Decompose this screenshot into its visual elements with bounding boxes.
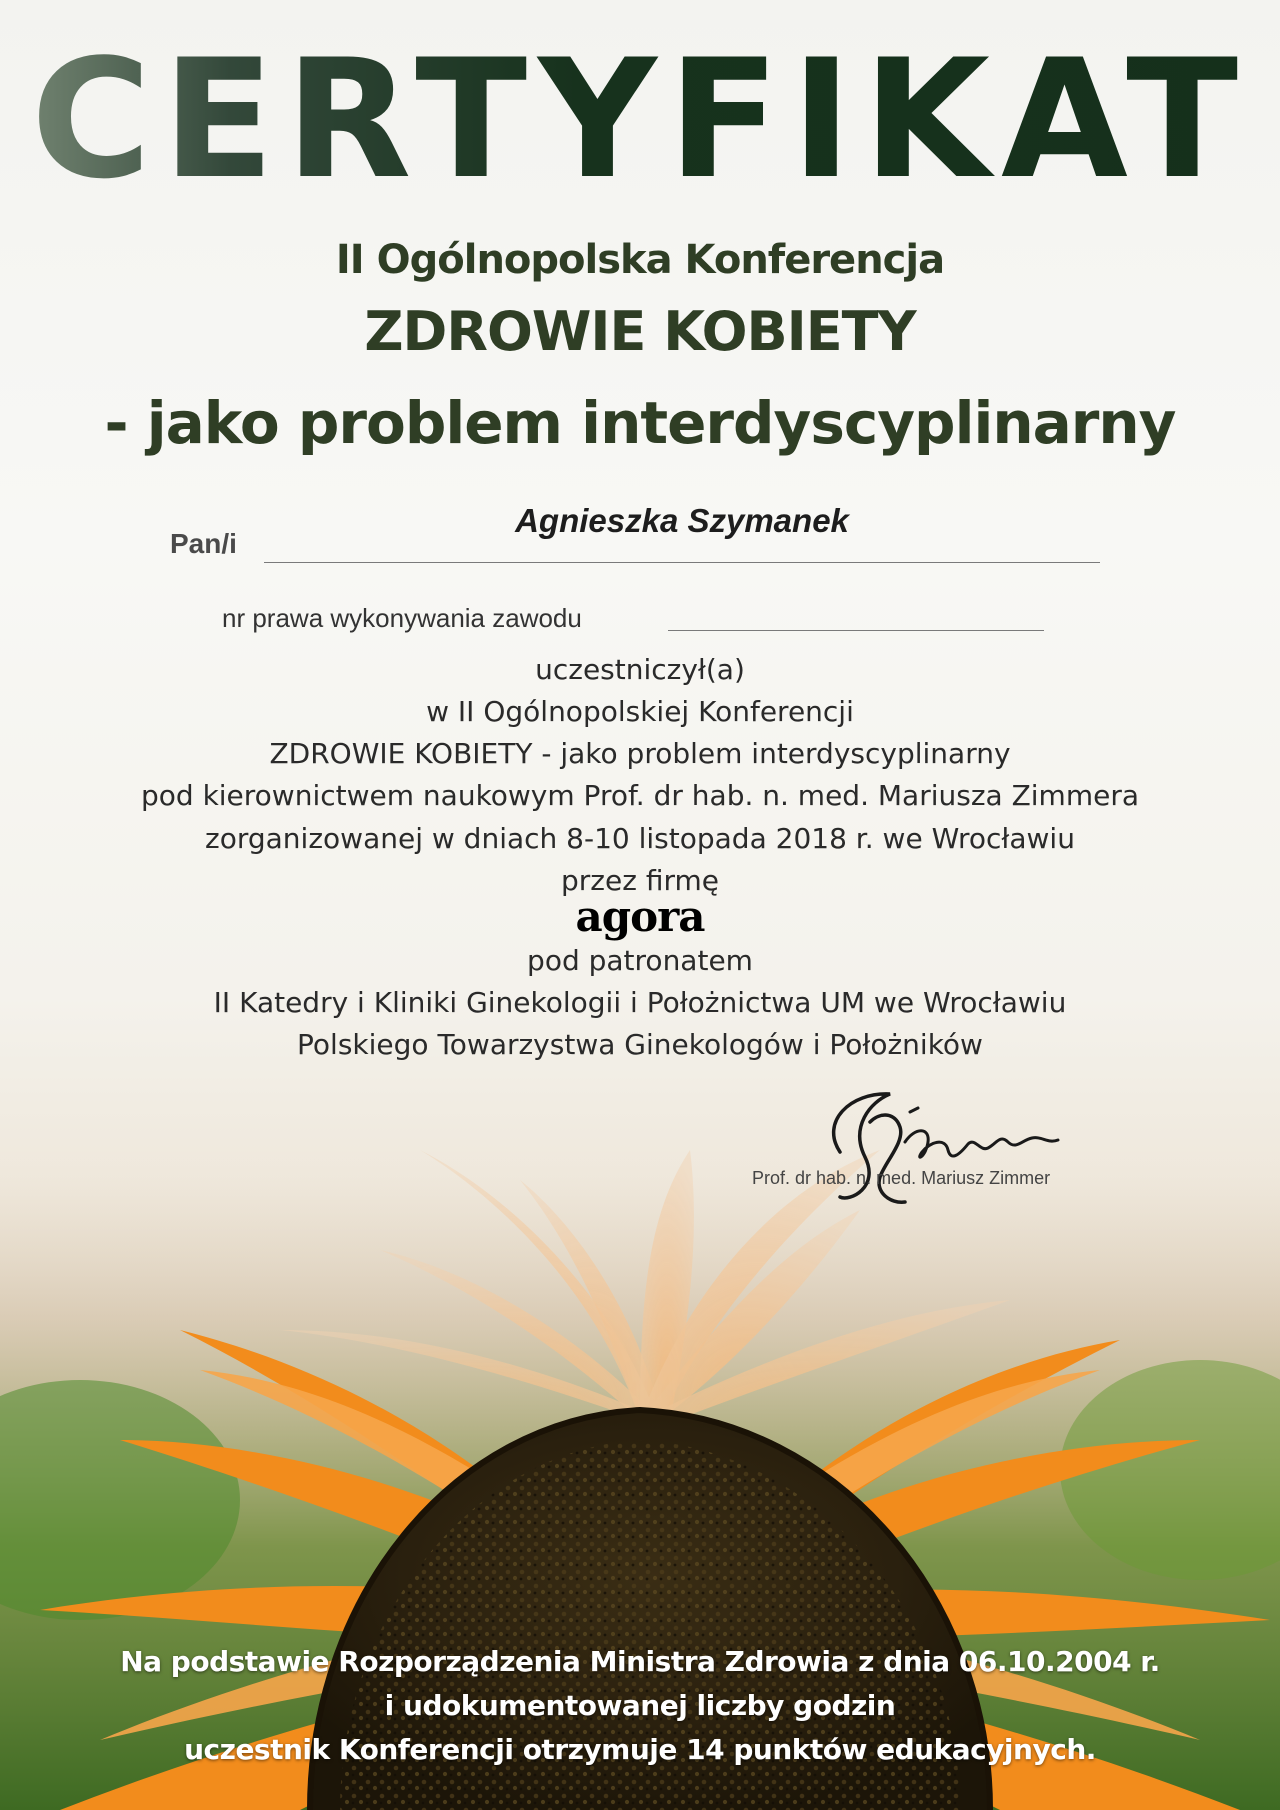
- conference-subtitle: II Ogólnopolska Konferencja: [335, 237, 945, 283]
- body-line-patron-society: Polskiego Towarzystwa Ginekologów i Położników: [297, 1028, 983, 1061]
- body-line-patronage: pod patronatem: [527, 944, 753, 977]
- conference-theme: - jako problem interdyscyplinarny: [104, 389, 1176, 457]
- body-line-conference-title: ZDROWIE KOBIETY - jako problem interdyscyplinarny: [269, 737, 1011, 770]
- conference-name: ZDROWIE KOBIETY: [364, 300, 916, 363]
- agora-logo: agora: [575, 892, 705, 941]
- footer-line-regulation: Na podstawie Rozporządzenia Ministra Zdrowia z dnia 06.10.2004 r.: [120, 1645, 1160, 1678]
- footer-line-hours: i udokumentowanej liczby godzin: [384, 1689, 896, 1722]
- participant-name: Agnieszka Szymanek: [515, 502, 849, 539]
- signer-caption: Prof. dr hab. n. med. Mariusz Zimmer: [752, 1168, 1051, 1188]
- signature-image: [810, 1082, 1090, 1212]
- body-line-participated: uczestniczył(a): [535, 653, 745, 686]
- body-line-conference: w II Ogólnopolskiej Konferencji: [426, 695, 854, 728]
- body-line-scientific-direction: pod kierownictwem naukowym Prof. dr hab. n. med. Mariusza Zimmera: [140, 779, 1139, 812]
- name-underline: [264, 562, 1100, 563]
- license-number-label: nr prawa wykonywania zawodu: [222, 603, 582, 633]
- license-number-underline: [668, 630, 1044, 631]
- body-line-organized: zorganizowanej w dniach 8-10 listopada 2018 r. we Wrocławiu: [205, 822, 1075, 855]
- footer-line-points: uczestnik Konferencji otrzymuje 14 punktów edukacyjnych.: [184, 1733, 1096, 1766]
- salutation-label: Pan/i: [170, 528, 237, 559]
- certificate-title: CERTYFIKAT: [0, 38, 1280, 202]
- body-line-by-company: przez firmę: [561, 864, 719, 897]
- body-line-patron-department: II Katedry i Kliniki Ginekologii i Położnictwa UM we Wrocławiu: [213, 986, 1067, 1019]
